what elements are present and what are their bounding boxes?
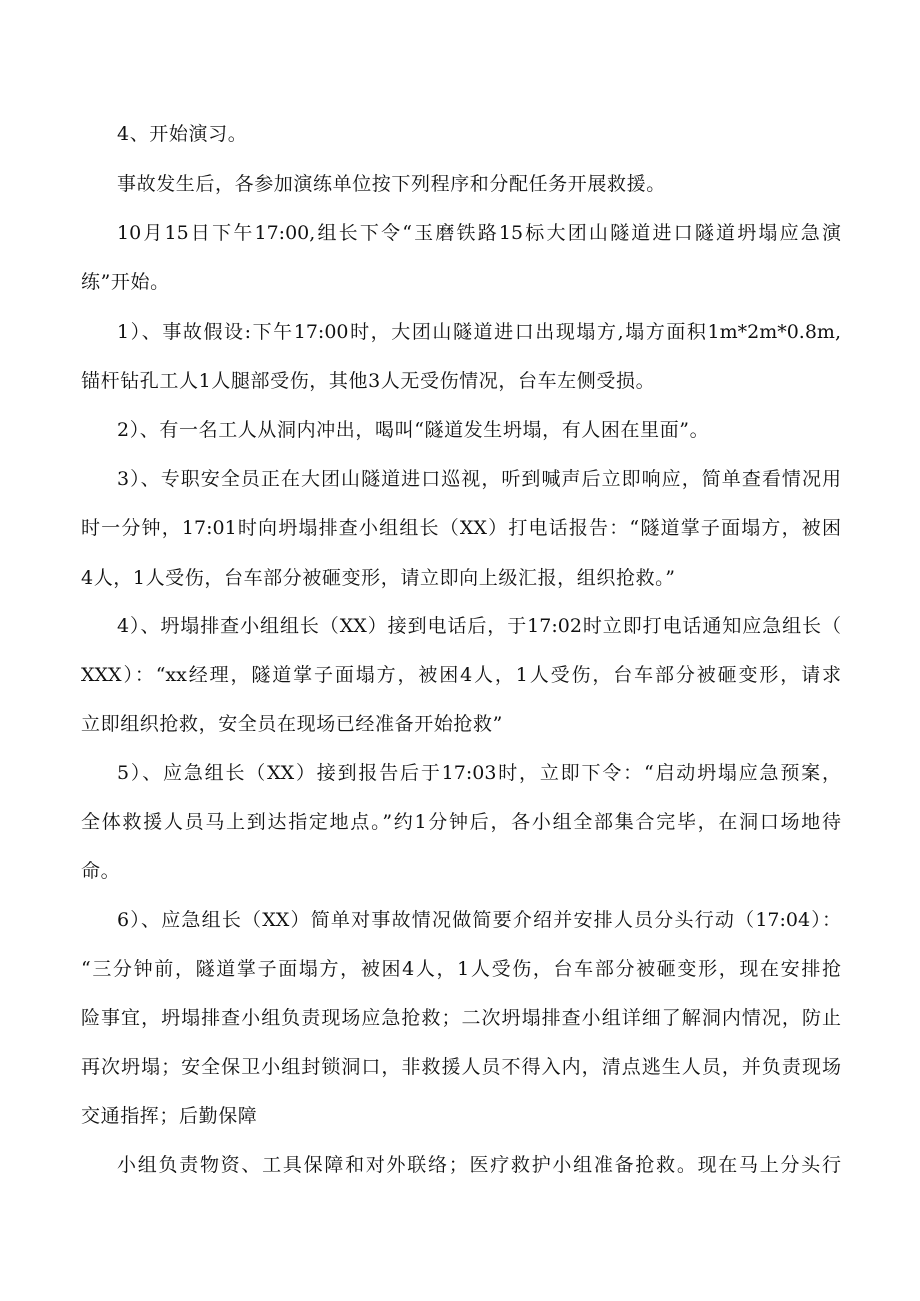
paragraph-line: 10月15日下午17:00,组长下令“玉磨铁路15标大团山隧道进口隧道坍塌应急演 <box>117 222 841 244</box>
paragraph-line: 4人，1人受伤，台车部分被砸变形，请立即向上级汇报，组织抢救。” <box>81 567 676 589</box>
paragraph-line: 小组负责物资、工具保障和对外联络；医疗救护小组准备抢救。现在马上分头行 <box>117 1154 841 1176</box>
paragraph-line: 4）、坍塌排查小组组长（XX）接到电话后，于17:02时立即打电话通知应急组长（ <box>117 615 841 637</box>
paragraph-line: 全体救援人员马上到达指定地点。”约1分钟后，各小组全部集合完毕，在洞口场地待 <box>81 811 841 833</box>
paragraph-line: 时一分钟，17:01时向坍塌排查小组组长（XX）打电话报告：“隧道掌子面塌方，被困 <box>81 517 841 539</box>
paragraph-line: XXX）：“xx经理，隧道掌子面塌方，被困4人，1人受伤，台车部分被砸变形，请求 <box>81 664 841 686</box>
paragraph-line: 锚杆钻孔工人1人腿部受伤，其他3人无受伤情况，台车左侧受损。 <box>81 370 656 392</box>
paragraph-line: 5）、应急组长（XX）接到报告后于17:03时，立即下令：“启动坍塌应急预案， <box>117 762 841 784</box>
paragraph-line: 立即组织抢救，安全员在现场已经准备开始抢救” <box>81 713 503 735</box>
paragraph-line: “三分钟前，隧道掌子面塌方，被困4人，1人受伤，台车部分被砸变形，现在安排抢 <box>81 958 841 980</box>
paragraph-line: 交通指挥；后勤保障 <box>81 1105 258 1127</box>
paragraph-line: 命。 <box>81 860 121 882</box>
paragraph-line: 6）、应急组长（XX）简单对事故情况做简要介绍并安排人员分头行动（17:04）： <box>117 909 841 931</box>
paragraph-line: 再次坍塌；安全保卫小组封锁洞口，非救援人员不得入内，清点逃生人员，并负责现场 <box>81 1056 841 1078</box>
paragraph-line: 3）、专职安全员正在大团山隧道进口巡视，听到喊声后立即响应，简单查看情况用 <box>117 468 841 490</box>
paragraph-line: 1）、事故假设:下午17:00时，大团山隧道进口出现塌方,塌方面积1m*2m*0.8m, <box>117 321 841 343</box>
paragraph-line: 事故发生后，各参加演练单位按下列程序和分配任务开展救援。 <box>117 173 666 195</box>
section-heading: 4、开始演习。 <box>117 123 248 145</box>
paragraph-line: 2）、有一名工人从洞内冲出，喝叫“隧道发生坍塌，有人困在里面”。 <box>117 419 710 441</box>
paragraph-line: 险事宜，坍塌排查小组负责现场应急抢救；二次坍塌排查小组详细了解洞内情况，防止 <box>81 1007 841 1029</box>
paragraph-line: 练”开始。 <box>81 271 170 293</box>
